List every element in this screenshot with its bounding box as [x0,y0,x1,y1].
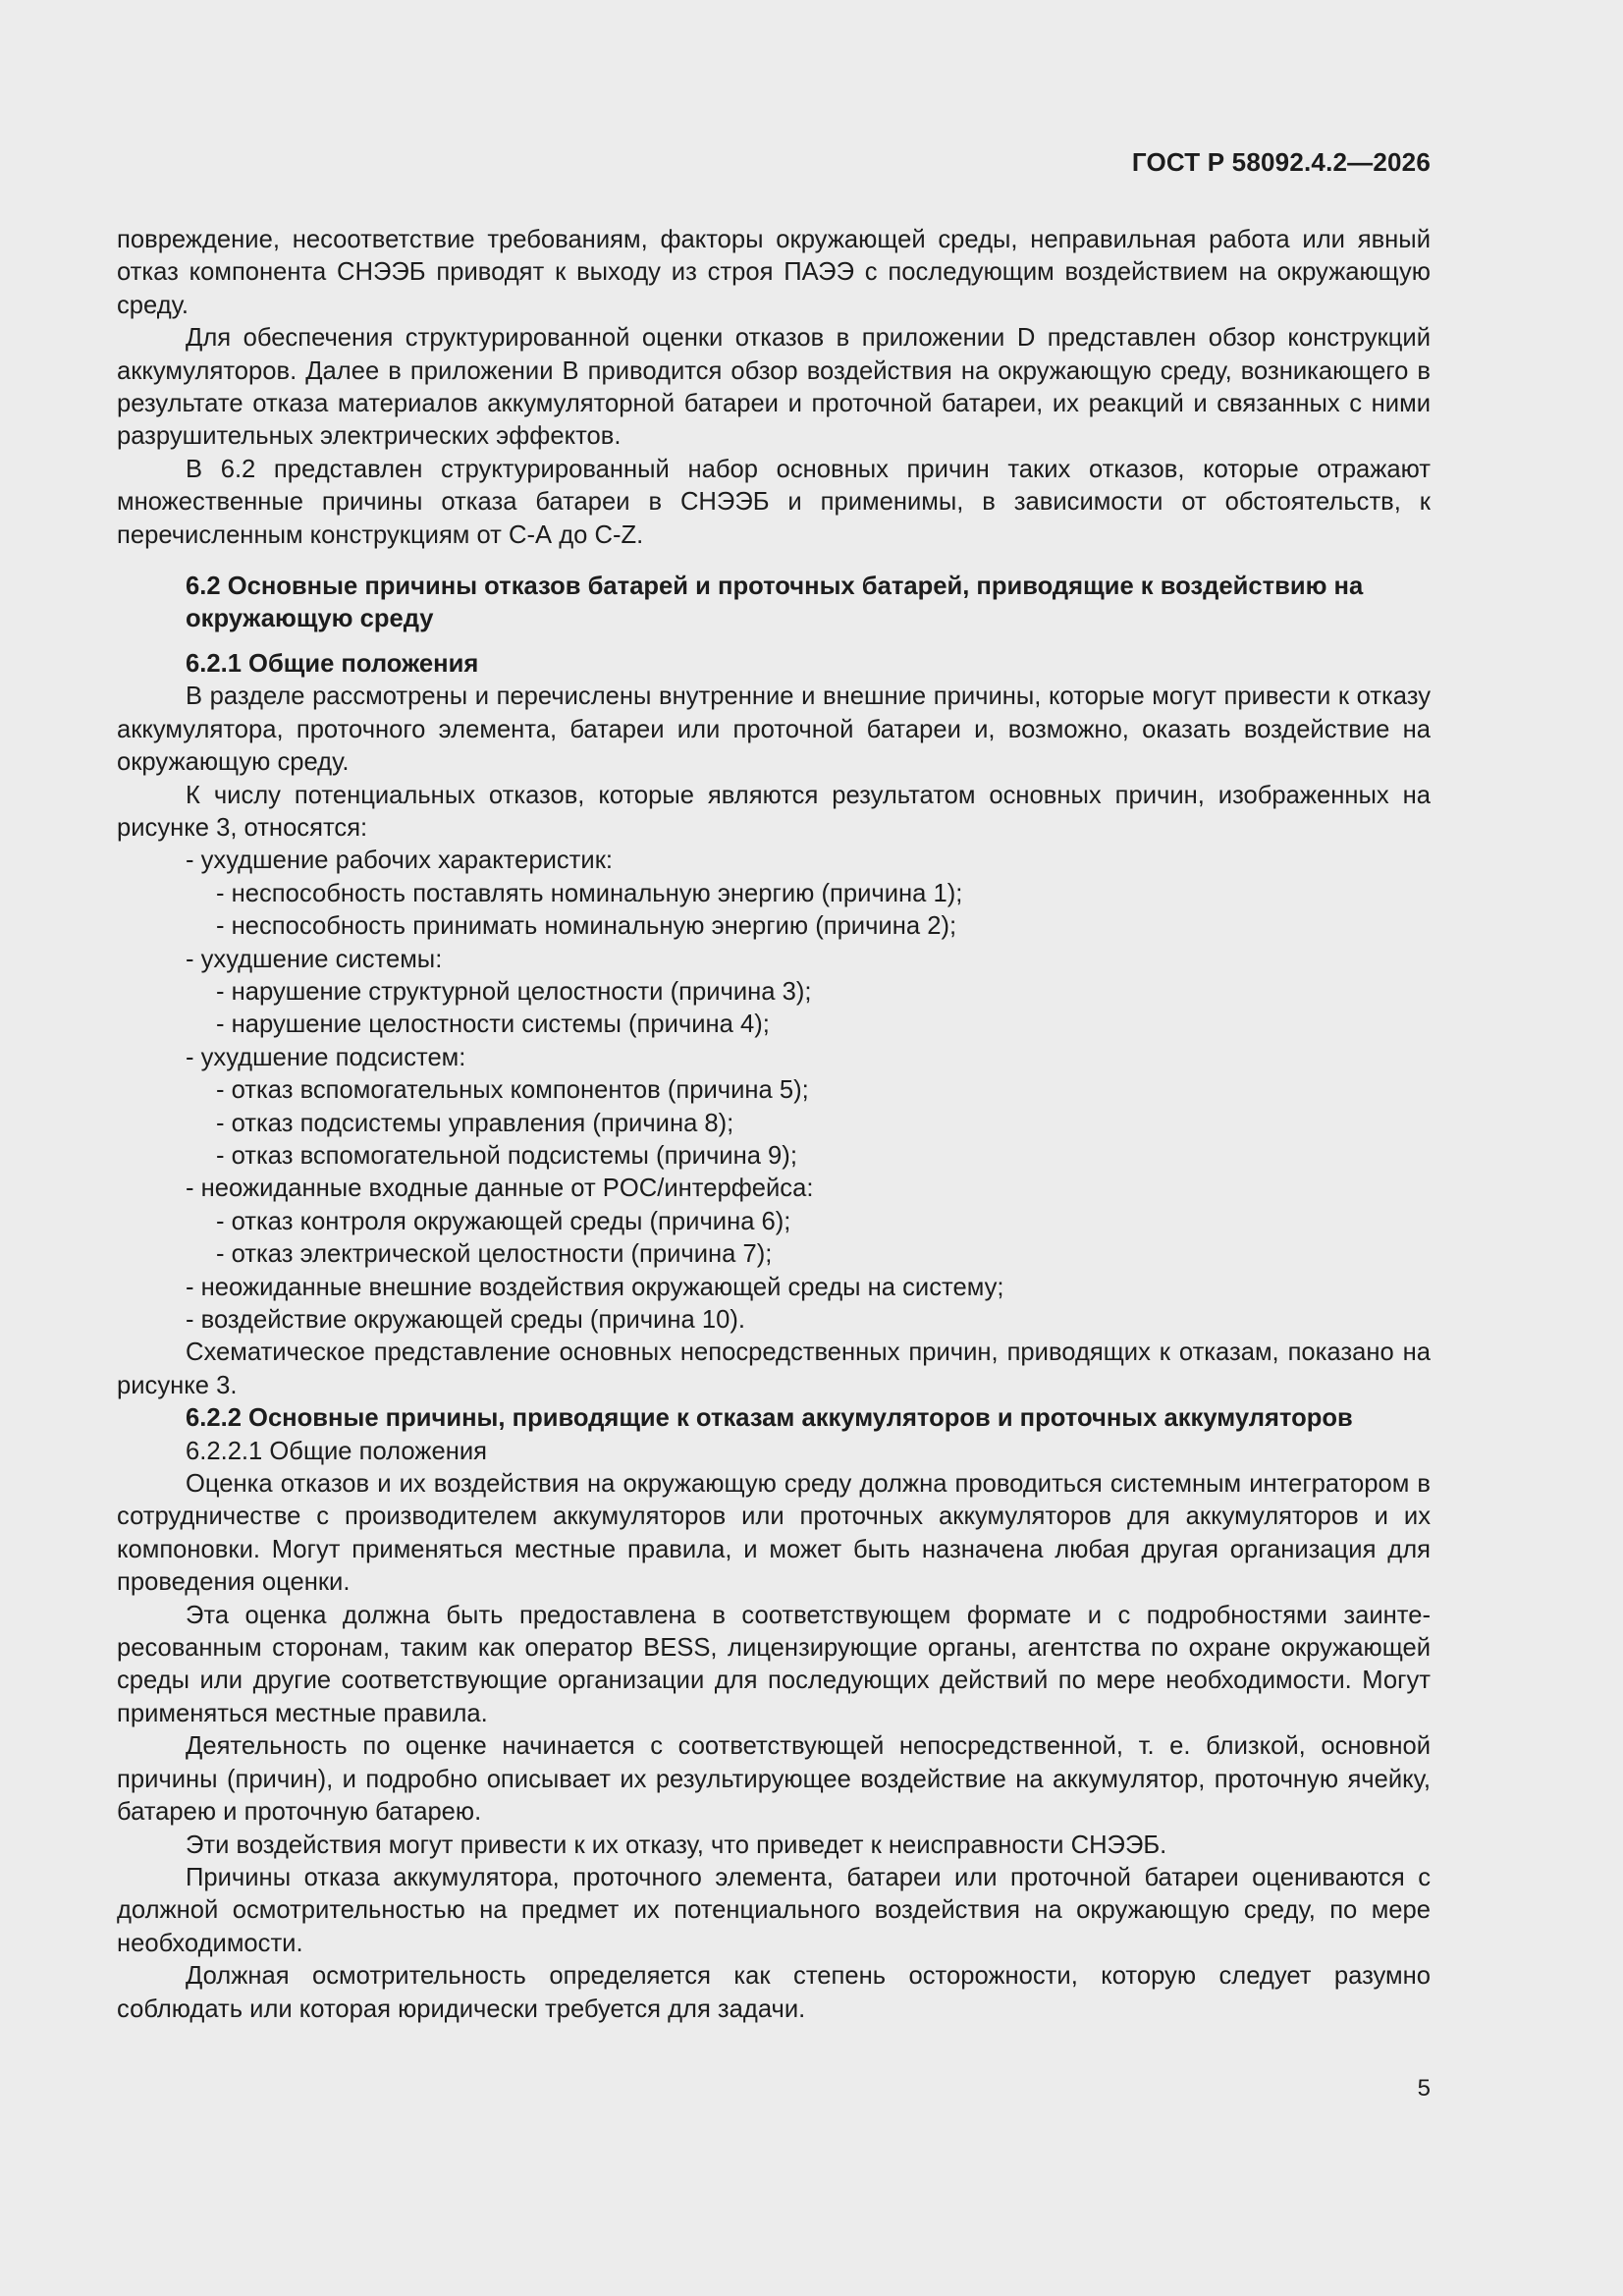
list-item: - нарушение структурной целостности (причина 3); [216,977,812,1006]
document-code-header: ГОСТ Р 58092.4.2—2026 [1131,147,1431,177]
paragraph-potential-failures: К числу потенциальных отказов, которые являются результатом основных причин, изображенных на рисунке 3, относятся: [117,781,1431,842]
list-item: - неожиданные внешние воздействия окружающей среды на систему; [186,1273,1004,1301]
paragraph-assessment-activity: Деятельность по оценке начинается с соответствующей непосредственной, т. е. близкой, основной причины (причин), и подробно описывает их результирующее воздействие на аккумулятор, проточную ячейку, батарею и проточную батарею. [117,1732,1431,1827]
list-item: - неспособность поставлять номинальную энергию (причина 1); [216,879,963,907]
list-item: - отказ подсистемы управления (причина 8); [216,1109,734,1137]
paragraph-schematic-reference: Схематическое представление основных непосредственных причин, приводящих к отказам, показано на рисунке 3. [117,1339,1431,1399]
paragraph-due-diligence-definition: Должная осмотрительность определяется как степень осторожности, которую следует разумно соблюдать или которая юридически требуется для задачи. [117,1962,1431,2023]
paragraph-appendix-overview: Для обеспечения структурированной оценки отказов в приложении D представлен обзор конструкций аккумуляторов. Далее в приложении B приводится обзор воздействия на окружающую среду, возникающего в результате отказа материалов аккумуляторной батареи и проточной батареи, их реакций и связанных с ними разрушительных электрических эффектов. [117,324,1431,451]
paragraph-assessment-format: Эта оценка должна быть предоставлена в соответствующем формате и с подробностями заинтересованным сторонам, таким как оператор BESS, лицензирующие органы, агентства по охране окружающей среды или другие соответствующие организации для последующих действий по мере необходимости. Могут применяться местные правила. [117,1601,1431,1727]
list-item: - ухудшение системы: [186,945,443,973]
list-item: - неспособность принимать номинальную энергию (причина 2); [216,912,957,941]
paragraph-assessment-responsibility: Оценка отказов и их воздействия на окружающую среду должна проводиться системным интегратором в сотрудничестве с производителем аккумуляторов или проточных аккумуляторов для аккумуляторов и их компоновки. Могут применяться местные правила, и может быть назначена любая другая организация для проведения оценки. [117,1470,1431,1597]
clause-heading-6-2-2-1: 6.2.2.1 Общие положения [186,1437,487,1465]
list-item: - отказ контроля окружающей среды (причина 6); [216,1207,791,1235]
paragraph-internal-external-causes: В разделе рассмотрены и перечислены внутренние и внешние причины, которые могут привести к отказу аккумулятора, проточного элемента, батареи или проточной батареи и, возможно, оказать воздействие на окружающую среду. [117,683,1431,777]
subsection-heading-6-2-2: 6.2.2 Основные причины, приводящие к отказам аккумуляторов и проточных аккумуляторов [186,1404,1353,1433]
list-item: - нарушение целостности системы (причина 4); [216,1011,770,1039]
list-item: - воздействие окружающей среды (причина 10). [186,1306,745,1334]
page-number: 5 [1417,2075,1431,2102]
list-item: - неожиданные входные данные от POC/интерфейса: [186,1175,814,1203]
paragraph-continuation: повреждение, несоответствие требованиям, факторы окружающей среды, неправильная работа или явный отказ компонента СНЭЭБ приводят к выходу из строя ПАЭЭ с последующим воздействием на окружающую среду. [117,226,1431,319]
list-item: - ухудшение подсистем: [186,1043,466,1071]
paragraph-impact-failure: Эти воздействия могут привести к их отказу, что приведет к неисправности СНЭЭБ. [186,1831,1167,1859]
list-item: - ухудшение рабочих характеристик: [186,847,614,875]
paragraph-due-diligence-evaluation: Причины отказа аккумулятора, проточного элемента, батареи или проточной батареи оцениваются с должной осмотрительностью на предмет их потенциального воздействия на окружающую среду, по мере необходимости. [117,1863,1431,1957]
paragraph-structured-causes: В 6.2 представлен структурированный набор основных причин таких отказов, которые отражают множественные причины отказа батареи в СНЭЭБ и применимы, в зависимости от обстоятельств, к перечисленным конструкциям от С-А до C-Z. [117,455,1431,549]
list-item: - отказ вспомогательной подсистемы (причина 9); [216,1141,797,1170]
failure-list [117,845,1431,1337]
page-content [117,224,1431,2026]
section-heading-6-2: 6.2 Основные причины отказов батарей и проточных батарей, приводящие к воздействию на окружающую среду [186,573,1364,633]
list-item: - отказ вспомогательных компонентов (причина 5); [216,1076,809,1105]
subsection-heading-6-2-1: 6.2.1 Общие положения [186,649,479,678]
list-item: - отказ электрической целостности (причина 7); [216,1240,773,1269]
